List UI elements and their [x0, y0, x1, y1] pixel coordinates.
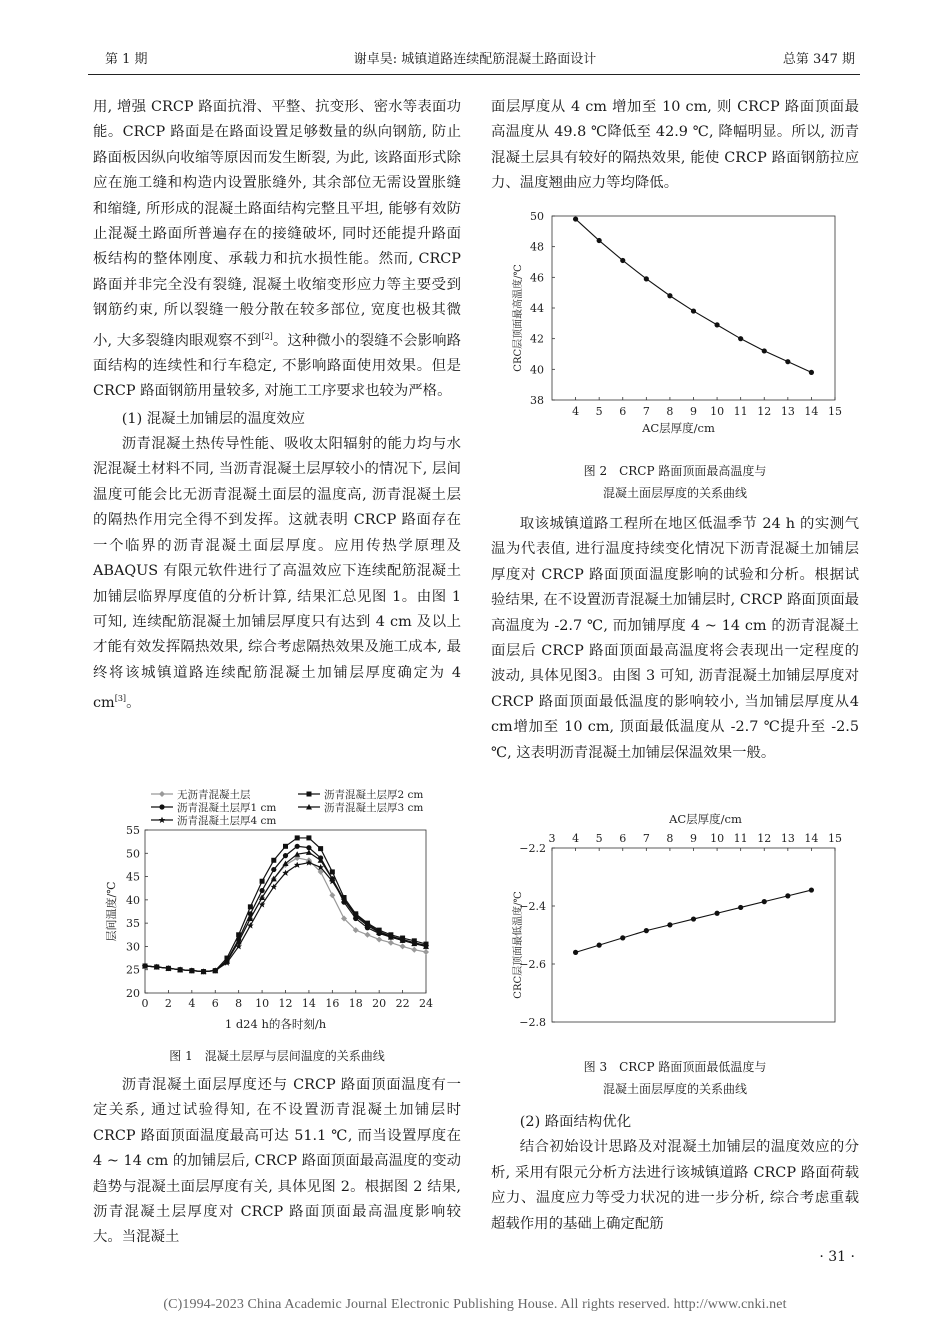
data-point — [573, 216, 578, 221]
data-point — [364, 932, 370, 938]
data-point — [785, 359, 790, 364]
data-point — [785, 893, 790, 898]
figure-2-caption-line-1: 图 2 CRCP 路面顶面最高温度与 — [583, 464, 767, 478]
figure-2-chart — [505, 200, 850, 445]
legend-marker — [159, 791, 165, 797]
y-tick-label: 46 — [530, 271, 544, 285]
legend-label: 沥青混凝土层厚4 cm — [177, 815, 277, 827]
data-point — [644, 276, 649, 281]
x-tick-label: 10 — [710, 832, 725, 845]
data-point — [738, 905, 743, 910]
data-point — [809, 887, 814, 892]
x-tick-label: 4 — [572, 405, 580, 418]
x-tick-label: 6 — [619, 405, 627, 418]
copyright-footer: (C)1994-2023 China Academic Journal Electronic Publishing House. All rights reserved. http://www.cnki.net — [163, 1297, 787, 1312]
figure-2-caption — [491, 460, 859, 504]
x-tick-label: 15 — [828, 832, 842, 845]
header-rule — [88, 74, 860, 75]
y-tick-label: 35 — [126, 917, 140, 931]
legend-label: 沥青混凝土层厚3 cm — [324, 802, 424, 814]
x-tick-label: 5 — [595, 405, 603, 418]
data-point — [667, 922, 672, 927]
left-column-bottom — [93, 1073, 461, 1251]
data-point — [329, 892, 335, 898]
y-tick-label: 38 — [530, 394, 544, 407]
right-column-middle — [491, 512, 859, 766]
data-point — [714, 322, 719, 327]
right-column-top — [491, 95, 859, 197]
series-line — [145, 863, 426, 972]
data-point — [423, 949, 429, 955]
x-tick-label: 11 — [733, 405, 748, 418]
legend-label: 沥青混凝土层厚2 cm — [324, 789, 424, 801]
data-point — [691, 916, 696, 921]
data-point — [597, 238, 602, 243]
data-point — [260, 879, 265, 884]
figure-3-caption-line-1: 图 3 CRCP 路面顶面最低温度与 — [583, 1060, 767, 1074]
x-tick-label: 6 — [619, 832, 627, 845]
x-tick-label: 12 — [278, 997, 293, 1010]
legend-marker — [159, 804, 164, 809]
y-axis-label: CRC层顶面最高温度/℃ — [513, 264, 524, 372]
data-point — [388, 940, 394, 946]
y-tick-label: 50 — [530, 210, 544, 223]
plot-frame — [552, 848, 835, 1022]
data-point — [597, 943, 602, 948]
data-point — [762, 899, 767, 904]
data-point — [248, 904, 253, 909]
data-point — [620, 935, 625, 940]
figure-1-chart — [93, 788, 461, 1038]
x-tick-label: 11 — [733, 832, 748, 845]
legend-marker — [159, 817, 165, 823]
paragraph: 沥青混凝土热传导性能、吸收太阳辐射的能力均与水泥混凝土材料不同, 当沥青混凝土层厚较小的情况下, 层间温度可能会比无沥青混凝土面层的温度高, 沥青混凝土层的隔热作用完全得不到发挥。这就表明 CRCP 路面存在一个临界的沥青混凝土面层厚度。应用传热学原理及 ABAQUS 有限元软件进行了高温效应下连续配筋混凝土加铺层临界厚度值的分析计算, 结果汇总见图 1。由图 1 可知, 连续配筋混凝土加铺层厚度只有达到 4 cm 及以上才能有效发挥隔热效果, 综合考虑隔热效果及施工成本, 最终将该城镇道路连续配筋混凝土加铺层厚度确定为 4 cm[3]。 — [93, 436, 461, 711]
legend-label: 沥青混凝土层厚1 cm — [177, 802, 277, 814]
data-point — [573, 950, 578, 955]
data-point — [809, 370, 814, 375]
x-tick-label: 18 — [348, 997, 363, 1010]
paragraph: 取该城镇道路工程所在地区低温季节 24 h 的实测气温为代表值, 进行温度持续变化情况下沥青混凝土加铺层厚度对 CRCP 路面顶面温度影响的试验和分析。根据试验结果, 在不设置沥青混凝土加铺层时, CRCP 路面顶面最高温度为 -2.7 ℃, 而加铺厚度 4 ~ 14 cm 的沥青混凝土面层后 CRCP 路面顶面最高温度将会表现出一定程度的波动, 具体见图3。由图 3 可知, 沥青混凝土加铺层厚度对 CRCP 路面顶面最低温度的影响较小, 当加铺层厚度从4 cm增加至 10 cm, 顶面最低温度从 -2.7 ℃提升至 -2.5 ℃, 这表明沥青混凝土加铺层保温效果一般。 — [491, 516, 859, 761]
data-point — [620, 258, 625, 263]
paragraph: 沥青混凝土面层厚度还与 CRCP 路面顶面温度有一定关系, 通过试验得知, 在不设置沥青混凝土加铺层时 CRCP 路面顶面温度最高可达 51.1 ℃, 而当设置厚度在 4 ~ 14 cm 的加铺层后, CRCP 路面顶面最高温度的变动趋势与混凝土面层厚度有关, 具体见图 2。根据图 2 结果, 沥青混凝土层厚度对 CRCP 路面顶面最高温度影响较大。当混凝土 — [93, 1077, 461, 1246]
data-point — [283, 853, 288, 858]
page-number: · 31 · — [819, 1249, 855, 1265]
y-tick-label: 42 — [530, 332, 544, 346]
data-point — [667, 293, 672, 298]
figure-3-caption-line-2: 混凝土面层厚度的关系曲线 — [602, 1082, 747, 1096]
x-tick-label: 7 — [642, 832, 650, 845]
data-point — [318, 846, 323, 851]
data-point — [714, 911, 719, 916]
x-tick-label: 2 — [164, 997, 172, 1010]
legend-label: 无沥青混凝土层 — [177, 789, 251, 801]
data-point — [259, 888, 264, 893]
section-heading-1: (1) 混凝土加铺层的温度效应 — [121, 410, 306, 427]
x-tick-label: 14 — [804, 832, 819, 845]
data-point — [400, 943, 406, 949]
figure-3-chart — [505, 812, 850, 1037]
legend-marker — [307, 792, 312, 797]
x-tick-label: 3 — [548, 832, 556, 845]
data-point — [295, 835, 300, 840]
y-tick-label: 50 — [126, 847, 140, 861]
figure-2-caption-line-2: 混凝土面层厚度的关系曲线 — [602, 486, 747, 500]
data-point — [306, 835, 311, 840]
running-title: 谢卓昊: 城镇道路连续配筋混凝土路面设计 — [353, 52, 597, 67]
data-point — [330, 869, 335, 874]
x-tick-label: 4 — [188, 997, 196, 1010]
x-tick-label: 24 — [419, 997, 433, 1010]
x-tick-label: 8 — [666, 832, 674, 845]
x-tick-label: 10 — [255, 997, 270, 1010]
x-tick-label: 8 — [235, 997, 243, 1010]
y-tick-label: 48 — [530, 240, 544, 254]
x-tick-label: 12 — [757, 832, 772, 845]
y-tick-label: 30 — [126, 940, 140, 954]
x-tick-label: 6 — [211, 997, 219, 1010]
data-point — [762, 348, 767, 353]
journal-issue: 第 1 期 — [105, 52, 148, 67]
y-tick-label: 25 — [126, 963, 140, 977]
x-tick-label: 0 — [141, 997, 149, 1010]
plot-frame — [552, 216, 835, 400]
paragraph: 结合初始设计思路及对混凝土加铺层的温度效应的分析, 采用有限元分析方法进行该城镇道路 CRCP 路面荷载应力、温度应力等受力状况的进一步分析, 综合考虑重载超载作用的基础上确定配筋 — [491, 1139, 859, 1232]
data-point — [738, 336, 743, 341]
x-axis-label: AC层厚度/cm — [642, 421, 715, 435]
x-tick-label: 14 — [804, 405, 819, 418]
x-tick-label: 14 — [301, 997, 316, 1010]
y-tick-label: 40 — [126, 893, 140, 907]
x-tick-label: 7 — [642, 405, 650, 418]
y-tick-label: −2.8 — [519, 1016, 546, 1029]
x-tick-label: 10 — [710, 405, 725, 418]
y-tick-label: 45 — [126, 870, 140, 884]
y-tick-label: −2.2 — [519, 842, 546, 855]
data-point — [376, 936, 382, 942]
x-tick-label: 22 — [395, 997, 410, 1010]
left-column-top — [93, 95, 461, 716]
y-tick-label: 44 — [530, 302, 544, 315]
series-line — [145, 858, 426, 972]
series-line — [576, 219, 812, 372]
right-column-bottom — [491, 1110, 859, 1237]
data-point — [691, 308, 696, 313]
x-tick-label: 4 — [572, 832, 580, 845]
figure-1-caption: 图 1 混凝土层厚与层间温度的关系曲线 — [169, 1049, 385, 1063]
x-tick-label: 13 — [780, 405, 795, 418]
x-tick-label: 16 — [325, 997, 340, 1010]
data-point — [644, 928, 649, 933]
paragraph: 面层厚度从 4 cm 增加至 10 cm, 则 CRCP 路面顶面最高温度从 49.8 ℃降低至 42.9 ℃, 降幅明显。所以, 沥青混凝土层具有较好的隔热效果, 能使 CRCP 路面钢筋拉应力、温度翘曲应力等均降低。 — [491, 99, 859, 192]
data-point — [271, 867, 276, 872]
data-point — [295, 844, 300, 849]
x-tick-label: 20 — [372, 997, 387, 1010]
paragraph: 用, 增强 CRCP 路面抗滑、平整、抗变形、密水等表面功能。CRCP 路面是在路面设置足够数量的纵向钢筋, 防止路面板因纵向收缩等原因而发生断裂, 为此, 该路面形式除应在施工缝和构造内设置胀缝外, 其余部位无需设置胀缝和缩缝, 所形成的混凝土路面结构完整且平坦, 能够有效防止混凝土路面所普遍存在的接缝破坏, 同时还能提升路面板结构的整体刚度、承载力和抗水损性能。然而, CRCP 路面并非完全没有裂缝, 混凝土收缩变形应力等主要受到钢筋约束, 所以裂缝一般分散在较多部位, 宽度也极其微小, 大多裂缝肉眼观察不到[2]。这种微小的裂缝不会影响路面结构的连续性和行车稳定, 不影响路面使用效果。但是 CRCP 路面钢筋用量较多, 对施工工序要求也较为严格。 — [93, 99, 461, 400]
x-tick-label: 5 — [595, 832, 603, 845]
y-tick-label: −2.6 — [519, 958, 546, 971]
x-tick-label: 9 — [690, 405, 697, 418]
y-axis-label: 层间温度/℃ — [105, 881, 118, 942]
data-point — [283, 844, 288, 849]
x-tick-label: 13 — [780, 832, 795, 845]
data-point — [411, 947, 417, 953]
y-tick-label: 20 — [126, 987, 140, 1000]
x-tick-label: 12 — [757, 405, 772, 418]
figure-3-caption — [491, 1056, 859, 1100]
x-axis-label: 1 d24 h的各时刻/h — [224, 1017, 327, 1031]
data-point — [271, 858, 276, 863]
x-tick-label: 15 — [828, 405, 842, 418]
section-heading-2: (2) 路面结构优化 — [519, 1114, 632, 1130]
x-tick-label: 9 — [690, 832, 697, 845]
total-issue: 总第 347 期 — [782, 52, 855, 67]
y-tick-label: −2.4 — [519, 900, 546, 913]
x-axis-label: AC层厚度/cm — [669, 812, 742, 826]
x-tick-label: 8 — [666, 405, 674, 418]
y-axis-label: CRC层顶面最低温度/℃ — [513, 891, 524, 999]
y-tick-label: 55 — [126, 824, 140, 837]
y-tick-label: 40 — [530, 363, 544, 377]
